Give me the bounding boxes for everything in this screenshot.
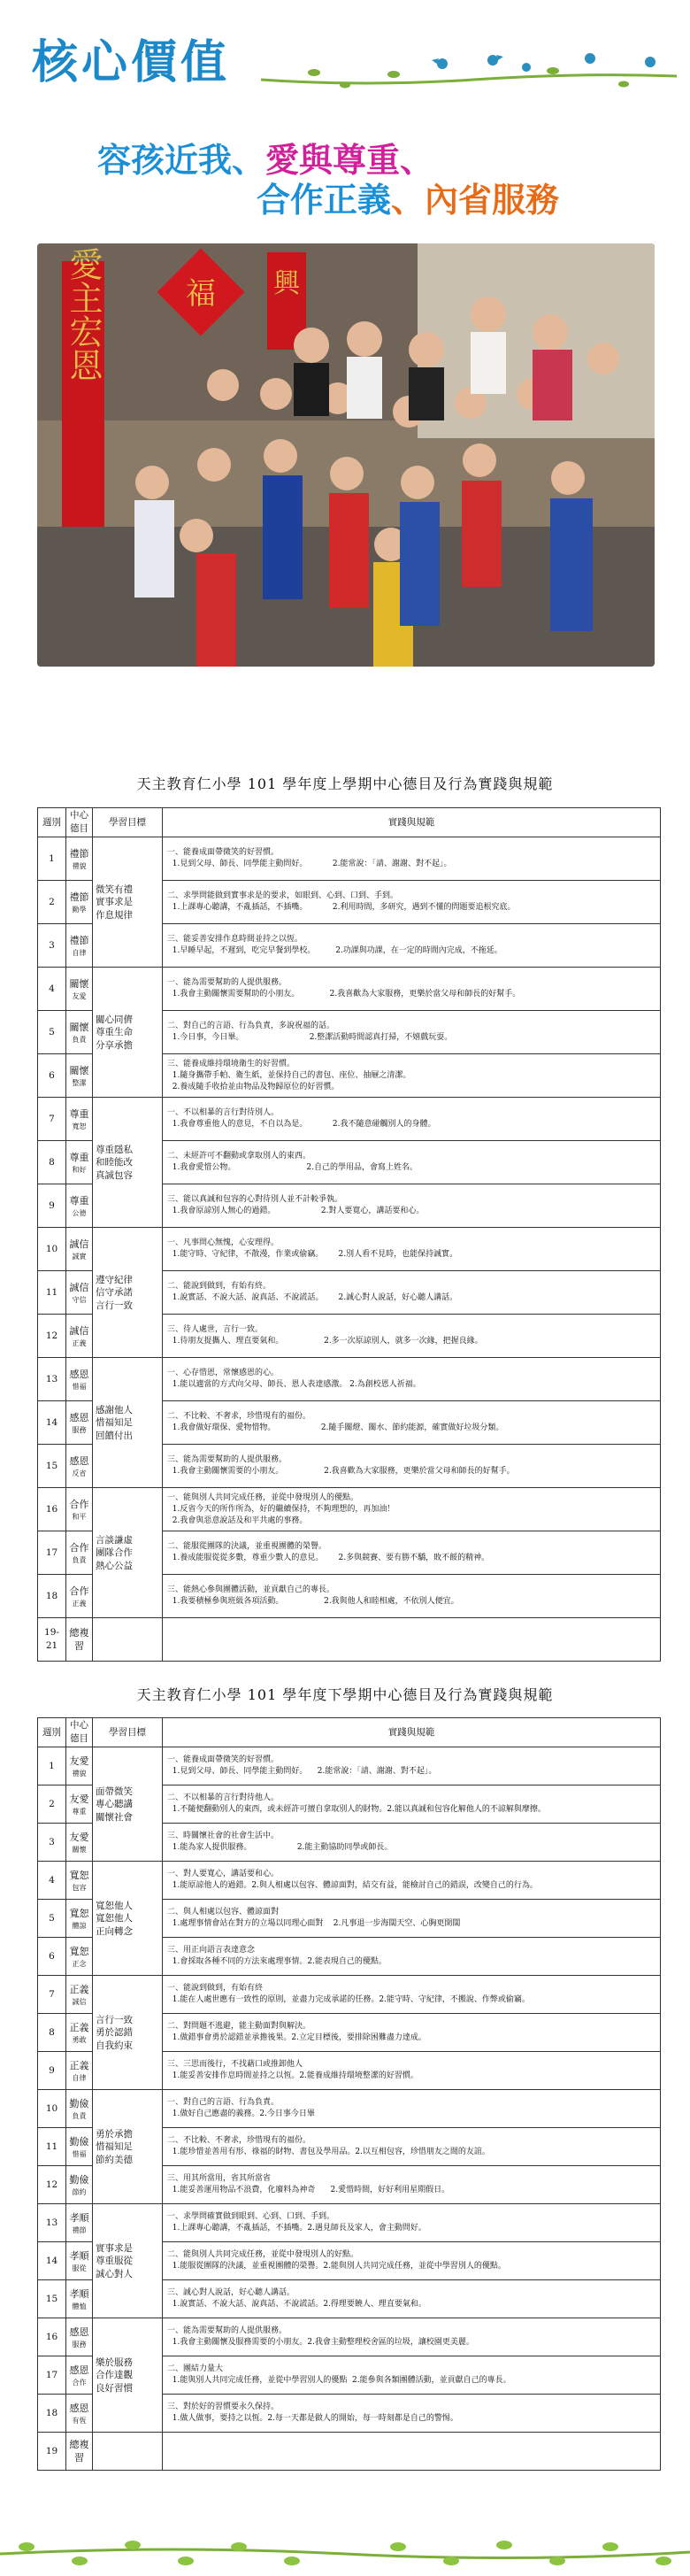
upper-semester-table <box>37 807 661 1662</box>
virtue-cell <box>66 2128 93 2166</box>
virtue-label: 禮節 <box>69 891 89 903</box>
virtue-cell <box>66 1900 93 1938</box>
virtue-cell <box>66 881 93 924</box>
virtue-sub-label: 尊重 <box>72 1807 87 1816</box>
rules-cell: 二、團結力量大 1.能與別人共同完成任務，並從中學習別人的優點 2.能參與各類團體活動，並貢獻自己的專長。 <box>163 2356 661 2395</box>
rules-cell: 一、求學問確實做到眼到、心到、口到、手到。 1.上課專心聽講，不亂插話，不插嘴。2.遇見師長及家人，會主動問好。 <box>163 2204 661 2242</box>
rules-cell: 三、時關懷社會的社會生活中。 1.能為家人提供服務。 2.能主動協助同學或師長。 <box>163 1824 661 1862</box>
week-cell: 7 <box>38 1098 66 1141</box>
virtue-sub-label: 和好 <box>72 1165 87 1174</box>
virtue-label: 誠信 <box>69 1324 89 1337</box>
virtue-sub-label: 負責 <box>72 2111 87 2120</box>
table-row <box>38 1488 661 1531</box>
table-row <box>38 837 661 881</box>
header-goal: 學習目標 <box>93 808 163 837</box>
week-cell: 15 <box>38 2280 66 2318</box>
virtue-label: 關懷 <box>69 1021 89 1033</box>
week-cell: 18 <box>38 2395 66 2433</box>
rules-cell <box>163 1618 661 1662</box>
rules-cell: 二、不比較、不奢求，珍惜現有的福份。 1.我會做好環保、愛物惜物。 2.隨手關燈、關水、節約能源，確實做好垃圾分類。 <box>163 1401 661 1445</box>
rules-cell: 一、能為需要幫助的人提供服務。 1.我會主動關懷需要幫助的小朋友。 2.我喜歡為大家服務，更樂於當父母和師長的好幫手。 <box>163 968 661 1011</box>
week-cell: 16 <box>38 2318 66 2356</box>
goal-cell: 樂於服務 合作達觀 良好習慣 <box>93 2318 163 2433</box>
virtue-cell <box>66 2242 93 2280</box>
virtue-sub-label: 整潔 <box>72 1078 87 1087</box>
virtue-label: 勤儉 <box>69 2173 89 2186</box>
slogan-separator: 、 <box>232 141 266 180</box>
rules-cell: 一、能說到做到，有始有終 1.能在人處世應有一致性的原則，並盡力完成承諾的任務。2.能守時、守紀律，不搬說、作弊或偷竊。 <box>163 1976 661 2014</box>
virtue-sub-label: 服從 <box>72 2264 87 2272</box>
week-cell: 19-21 <box>38 1618 66 1662</box>
virtue-label: 孝順 <box>69 2211 89 2224</box>
week-cell: 13 <box>38 2204 66 2242</box>
table-row <box>38 968 661 1011</box>
rules-cell: 一、對人要寬心，講話要和心。 1.能原諒他人的過錯。2.與人相處以包容、體諒面對，結交有益，能檢討自己的錯誤，改變自己的行為。 <box>163 1862 661 1900</box>
goal-cell: 勇於承擔 惜福知足 節約美德 <box>93 2090 163 2204</box>
virtue-label: 尊重 <box>69 1151 89 1163</box>
virtue-sub-label: 體恤 <box>72 2302 87 2310</box>
week-cell: 6 <box>38 1938 66 1976</box>
week-cell: 8 <box>38 2014 66 2052</box>
virtue-sub-label: 和平 <box>72 1512 87 1521</box>
virtue-cell <box>66 1445 93 1488</box>
upper-table-title: 天主教育仁小學 101 學年度上學期中心德目及行為實踐與規範 <box>136 775 554 792</box>
week-cell: 9 <box>38 2052 66 2090</box>
virtue-label: 正義 <box>69 1983 89 1995</box>
goal-cell: 實事求是 尊重服從 誠心對人 <box>93 2204 163 2318</box>
rules-cell: 二、未經許可不翻動或拿取別人的東西。 1.我會愛惜公物。 2.自己的學用品，會寫上姓名。 <box>163 1141 661 1184</box>
virtue-cell <box>66 1184 93 1228</box>
virtue-cell <box>66 1531 93 1575</box>
virtue-sub-label: 負責 <box>72 1035 87 1044</box>
virtue-label: 孝順 <box>69 2249 89 2262</box>
rules-cell: 三、三思而後行，不找藉口或推卸他人 1.能妥善安排作息時間並持之以恆。2.能養成維持環境整潔的好習慣。 <box>163 2052 661 2090</box>
virtue-cell <box>66 2090 93 2128</box>
table-row <box>38 1862 661 1900</box>
virtue-cell <box>66 1824 93 1862</box>
goal-cell: 言行一致 勇於認錯 自我約束 <box>93 1976 163 2090</box>
week-cell: 6 <box>38 1054 66 1098</box>
virtue-sub-label: 服務 <box>72 2340 87 2348</box>
table-row <box>38 1618 661 1662</box>
virtue-cell <box>66 1358 93 1401</box>
week-cell: 9 <box>38 1184 66 1228</box>
rules-cell: 二、對自己的言語、行為負責，多說祝福的話。 1.今日事，今日畢。 2.整潔活動時間認真打掃，不嬉戲玩耍。 <box>163 1011 661 1054</box>
virtue-label: 感恩 <box>69 2364 89 2376</box>
week-cell: 4 <box>38 1862 66 1900</box>
virtue-sub-label: 服務 <box>72 1425 87 1434</box>
week-cell: 5 <box>38 1900 66 1938</box>
rules-cell: 二、對問題不逃避，能主動面對與解決。 1.做錯事會勇於認錯並承擔後果。2.立定目標後，要排除困難盡力達成。 <box>163 2014 661 2052</box>
goal-cell: 關心同儕 尊重生命 分享承擔 <box>93 968 163 1098</box>
virtue-cell <box>66 1976 93 2014</box>
virtue-sub-label: 節約 <box>72 2187 87 2196</box>
rules-cell: 三、誠心對人說話，好心聽人講話。 1.說實話、不說大話、說真話、不說謊話。2.得理要饒人、理直要氣和。 <box>163 2280 661 2318</box>
virtue-sub-label: 有恆 <box>72 2416 87 2425</box>
goal-cell: 微笑有禮 實事求是 作息規律 <box>93 837 163 968</box>
week-cell: 19 <box>38 2433 66 2471</box>
virtue-cell <box>66 1401 93 1445</box>
week-cell: 11 <box>38 2128 66 2166</box>
week-cell: 2 <box>38 881 66 924</box>
table-row <box>38 2204 661 2242</box>
lower-semester-table <box>37 1717 661 2471</box>
virtue-sub-label: 誠信 <box>72 1997 87 2006</box>
week-cell: 10 <box>38 2090 66 2128</box>
virtue-label: 合作 <box>69 1541 89 1554</box>
virtue-cell <box>66 1938 93 1976</box>
virtue-cell <box>66 2052 93 2090</box>
virtue-cell <box>66 968 93 1011</box>
fu-char: 福 <box>186 276 216 312</box>
goal-cell <box>93 1618 163 1662</box>
virtue-cell <box>66 2014 93 2052</box>
rules-cell: 二、能服從團隊的決議，並重視團體的榮譽。 1.養成能服從從多數，尊重少數人的意見。 2.多與競賽、要有勝不驕，敗不餒的精神。 <box>163 1531 661 1575</box>
rules-cell: 一、能與別人共同完成任務，並從中發現別人的優點。 1.反省今天的所作所為，好的繼續保持，不夠理想的，再加油！ 2.我會與惡意說話及和平共處的事務。 <box>163 1488 661 1531</box>
virtue-cell <box>66 2395 93 2433</box>
rules-cell: 三、能妥善安排作息時間並持之以恆。 1.早睡早起，不遲到，吃完早餐到學校。 2.功課與功課，在一定的時間內完成，不拖延。 <box>163 924 661 968</box>
virtue-cell <box>66 2318 93 2356</box>
virtue-label: 感恩 <box>69 2325 89 2338</box>
page-title: 核心價值 <box>32 36 231 89</box>
virtue-sub-label: 正義 <box>72 1338 87 1347</box>
virtue-cell <box>66 2433 93 2471</box>
virtue-sub-label: 反省 <box>72 1469 87 1477</box>
rules-cell <box>163 2433 661 2471</box>
virtue-cell <box>66 1141 93 1184</box>
week-cell: 4 <box>38 968 66 1011</box>
rules-cell: 三、能熱心參與團體活動，並貢獻自己的專長。 1.我要積極參與班級各項活動。 2.我與他人和睦相處，不依別人便宜。 <box>163 1575 661 1618</box>
goal-cell: 面帶微笑 專心聽講 關懷社會 <box>93 1747 163 1862</box>
virtue-label: 勤儉 <box>69 2135 89 2148</box>
goal-cell <box>93 2433 163 2471</box>
rules-cell: 一、心存惜恩，常懷感恩的心。 1.能以適當的方式向父母、師長、恩人表達感激。 2.為創校恩人祈福。 <box>163 1358 661 1401</box>
week-cell: 13 <box>38 1358 66 1401</box>
rules-cell: 二、求學問能做到實事求是的要求，如眼到、心到、口到、手到。 1.上課專心聽講，不亂插話，不插嘴。 2.利用時間，多研究，遇到不懂的問題要追根究底。 <box>163 881 661 924</box>
couplet-char: 愛主宏恩 <box>64 247 103 382</box>
week-cell: 1 <box>38 1747 66 1785</box>
virtue-label: 正義 <box>69 2059 89 2071</box>
table-row <box>38 1976 661 2014</box>
lower-table-title: 天主教育仁小學 101 學年度下學期中心德目及行為實踐與規範 <box>136 1686 554 1703</box>
virtue-cell <box>66 1011 93 1054</box>
virtue-label: 感恩 <box>69 1454 89 1467</box>
rules-cell: 三、用正向語言表達意念 1.會採取各種不同的方法來處理事情。2.能表現自己的優點。 <box>163 1938 661 1976</box>
virtue-label: 尊重 <box>69 1107 89 1120</box>
virtue-sub-label: 禮節 <box>72 2225 87 2234</box>
goal-cell: 寬恕他人 寬恕他人 正向轉念 <box>93 1862 163 1976</box>
header-rules: 實踐與規範 <box>163 1718 661 1747</box>
virtue-cell <box>66 1862 93 1900</box>
table-row <box>38 2433 661 2471</box>
week-cell: 14 <box>38 2242 66 2280</box>
virtue-label: 關懷 <box>69 1064 89 1076</box>
virtue-cell <box>66 1228 93 1271</box>
table-row <box>38 1098 661 1141</box>
rules-cell: 二、不以相暴的言行對待他人。 1.不隨便翻動別人的東西，或未經許可擅自拿取別人的財物。2.能以真誠和包容化解他人的不諒解與摩擦。 <box>163 1785 661 1824</box>
rules-cell: 三、對於好的習慣要永久保持。 1.做人做事，要持之以恆。2.每一天都是做人的開始，每一時刻都是自己的警惕。 <box>163 2395 661 2433</box>
virtue-cell <box>66 837 93 881</box>
vine-decoration <box>261 35 677 115</box>
header-rules: 實踐與規範 <box>163 808 661 837</box>
virtue-sub-label: 關懷 <box>72 1845 87 1854</box>
week-cell: 14 <box>38 1401 66 1445</box>
virtue-sub-label: 寬恕 <box>72 1122 87 1130</box>
virtue-sub-label: 體諒 <box>72 1921 87 1930</box>
slogan-text: 愛與尊重 <box>265 141 401 180</box>
virtue-label: 總複習 <box>69 1626 89 1653</box>
virtue-cell <box>66 1098 93 1141</box>
rules-cell: 三、用其所當用，省其所當省 1.能妥善運用物品不浪費，化廢料為神奇 2.愛惜時間，好好利用星期假日。 <box>163 2166 661 2204</box>
week-cell: 3 <box>38 924 66 968</box>
week-cell: 12 <box>38 2166 66 2204</box>
rules-cell: 三、能養成維持環境衛生的好習慣。 1.隨身攜帶手帕、衛生紙，並保持自己的書包、座位、抽屜之清潔。 2.養成隨手收拾並由物品及物歸原位的好習慣。 <box>163 1054 661 1098</box>
rules-cell: 二、能與別人共同完成任務，並從中發現別人的好點。 1.能服從團隊的決議，並重視團體的榮譽。2.能與別人共同完成任務，並從中學習別人的優點。 <box>163 2242 661 2280</box>
table-row <box>38 1358 661 1401</box>
rules-cell: 三、能為需要幫助的人提供服務。 1.我會主動關懷需要的小朋友。 2.我喜歡為大家服務，更樂於當父母和師長的好幫手。 <box>163 1445 661 1488</box>
week-cell: 18 <box>38 1575 66 1618</box>
virtue-sub-label: 友愛 <box>72 991 87 1000</box>
goal-cell: 言談謙虛 團隊合作 熱心公益 <box>93 1488 163 1618</box>
virtue-label: 禮節 <box>69 934 89 946</box>
table-row <box>38 2090 661 2128</box>
rules-cell: 一、能養成面帶微笑的好習慣。 1.見到父母、師長、同學能主動問好。 2.能常說：「請、謝謝、對不起」。 <box>163 837 661 881</box>
virtue-sub-label: 負責 <box>72 1555 87 1564</box>
virtue-sub-label: 勤學 <box>72 905 87 914</box>
virtue-sub-label: 合作 <box>72 2378 87 2387</box>
rules-cell: 三、能以真誠和包容的心對待別人並不計較爭執。 1.我會原諒別人無心的過錯。 2.對人要寬心，講話要和心。 <box>163 1184 661 1228</box>
week-cell: 17 <box>38 1531 66 1575</box>
slogan-separator: 、 <box>400 141 434 180</box>
virtue-sub-label: 公德 <box>72 1208 87 1217</box>
virtue-label: 勤儉 <box>69 2097 89 2109</box>
virtue-cell <box>66 1271 93 1315</box>
footer-vine-decoration <box>0 2527 690 2576</box>
week-cell: 16 <box>38 1488 66 1531</box>
table-row <box>38 1747 661 1785</box>
rules-cell: 一、能為需要幫助的人提供服務。 1.我會主動關懷及服務需要的小朋友。2.我會主動整理校舍區的垃圾，讓校園更美麗。 <box>163 2318 661 2356</box>
goal-cell: 遵守紀律 信守承諾 言行一致 <box>93 1228 163 1358</box>
virtue-cell <box>66 1785 93 1824</box>
rules-cell: 三、待人處世，言行一致。 1.待朋友提攜人、理直要氣和。 2.多一次原諒別人，就多一次緣，把握良緣。 <box>163 1315 661 1358</box>
week-cell: 11 <box>38 1271 66 1315</box>
rules-cell: 一、不以相暴的言行對待別人。 1.我會尊重他人的意見，不自以為是。 2.我不隨意碰觸別人的身體。 <box>163 1098 661 1141</box>
slogan-text: 容孩近我 <box>97 141 233 180</box>
rules-cell: 二、不比較、不奢求，珍惜現有的福份。 1.能珍惜並善用有形、祿福的財物、書包及學用品。2.以互相包容，珍惜朋友之間的友誼。 <box>163 2128 661 2166</box>
virtue-label: 寬恕 <box>69 1945 89 1957</box>
virtue-sub-label: 正念 <box>72 1959 87 1968</box>
slogan-line-2 <box>257 173 559 221</box>
virtue-sub-label: 自律 <box>72 2073 87 2082</box>
goal-cell: 感謝他人 惜福知足 回饋付出 <box>93 1358 163 1488</box>
virtue-cell <box>66 1618 93 1662</box>
virtue-label: 感恩 <box>69 1368 89 1380</box>
virtue-sub-label: 惜福 <box>72 2149 87 2158</box>
rules-cell: 一、能養成面帶微笑的好習慣。 1.見到父母、師長、同學能主動問好。 2.能常說：「請、謝謝、對不起」。 <box>163 1747 661 1785</box>
virtue-label: 誠信 <box>69 1281 89 1293</box>
virtue-label: 友愛 <box>69 1755 89 1767</box>
week-cell: 17 <box>38 2356 66 2395</box>
virtue-sub-label: 誠實 <box>72 1252 87 1261</box>
header-goal: 學習目標 <box>93 1718 163 1747</box>
virtue-sub-label: 禮貌 <box>72 861 87 870</box>
virtue-label: 寬恕 <box>69 1869 89 1881</box>
header-virtue: 中心德目 <box>66 1718 93 1747</box>
virtue-label: 關懷 <box>69 977 89 990</box>
week-cell: 2 <box>38 1785 66 1824</box>
virtue-label: 誠信 <box>69 1238 89 1250</box>
virtue-label: 正義 <box>69 2021 89 2033</box>
rules-cell: 一、凡事問心無愧，心安理得。 1.能守時、守紀律，不散漫，作業或偷竊。 2.別人看不見時，也能保持誠實。 <box>163 1228 661 1271</box>
virtue-label: 寬恕 <box>69 1907 89 1919</box>
virtue-label: 感恩 <box>69 2402 89 2414</box>
virtue-sub-label: 包容 <box>72 1883 87 1892</box>
virtue-sub-label: 自律 <box>72 948 87 957</box>
virtue-sub-label: 惜福 <box>72 1382 87 1391</box>
goal-cell: 尊重隱私 和睦能改 真誠包容 <box>93 1098 163 1228</box>
week-cell: 3 <box>38 1824 66 1862</box>
virtue-cell <box>66 1747 93 1785</box>
virtue-label: 合作 <box>69 1498 89 1510</box>
week-cell: 8 <box>38 1141 66 1184</box>
week-cell: 5 <box>38 1011 66 1054</box>
group-photo <box>37 243 655 667</box>
virtue-cell <box>66 1488 93 1531</box>
virtue-label: 合作 <box>69 1585 89 1597</box>
virtue-sub-label: 禮貌 <box>72 1769 87 1778</box>
week-cell: 15 <box>38 1445 66 1488</box>
virtue-label: 感恩 <box>69 1411 89 1423</box>
couplet-char: 興 <box>273 268 300 299</box>
header-virtue: 中心德目 <box>66 808 93 837</box>
slogan-separator: 、 <box>391 181 426 220</box>
week-cell: 10 <box>38 1228 66 1271</box>
header-week: 週別 <box>38 808 66 837</box>
slogan-text: 內省服務 <box>425 181 560 220</box>
week-cell: 7 <box>38 1976 66 2014</box>
virtue-cell <box>66 924 93 968</box>
virtue-cell <box>66 2356 93 2395</box>
header-week: 週別 <box>38 1718 66 1747</box>
virtue-sub-label: 勇敢 <box>72 2035 87 2044</box>
virtue-cell <box>66 1315 93 1358</box>
virtue-sub-label: 守信 <box>72 1295 87 1304</box>
virtue-cell <box>66 2204 93 2242</box>
virtue-label: 友愛 <box>69 1793 89 1805</box>
virtue-label: 總複習 <box>69 2438 89 2464</box>
virtue-sub-label: 正義 <box>72 1599 87 1608</box>
rules-cell: 二、與人相處以包容、體諒面對 1.處理事情會站在對方的立場以同理心面對 2.凡事退一步海闊天空、心胸更開闊 <box>163 1900 661 1938</box>
virtue-cell <box>66 1054 93 1098</box>
virtue-label: 尊重 <box>69 1194 89 1207</box>
slogan-text: 合作正義 <box>257 181 392 220</box>
virtue-cell <box>66 1575 93 1618</box>
rules-cell: 二、能說到做到，有始有終。 1.說實話、不說大話、說真話、不說謊話。 2.誠心對人說話，好心聽人講話。 <box>163 1271 661 1315</box>
week-cell: 1 <box>38 837 66 881</box>
virtue-label: 孝順 <box>69 2287 89 2300</box>
week-cell: 12 <box>38 1315 66 1358</box>
virtue-cell <box>66 2280 93 2318</box>
table-row <box>38 1228 661 1271</box>
virtue-label: 禮節 <box>69 847 89 860</box>
virtue-label: 友愛 <box>69 1831 89 1843</box>
rules-cell: 一、對自己的言語、行為負責。 1.做好自己應盡的義務。2.今日事今日畢 <box>163 2090 661 2128</box>
table-row <box>38 2318 661 2356</box>
virtue-cell <box>66 2166 93 2204</box>
